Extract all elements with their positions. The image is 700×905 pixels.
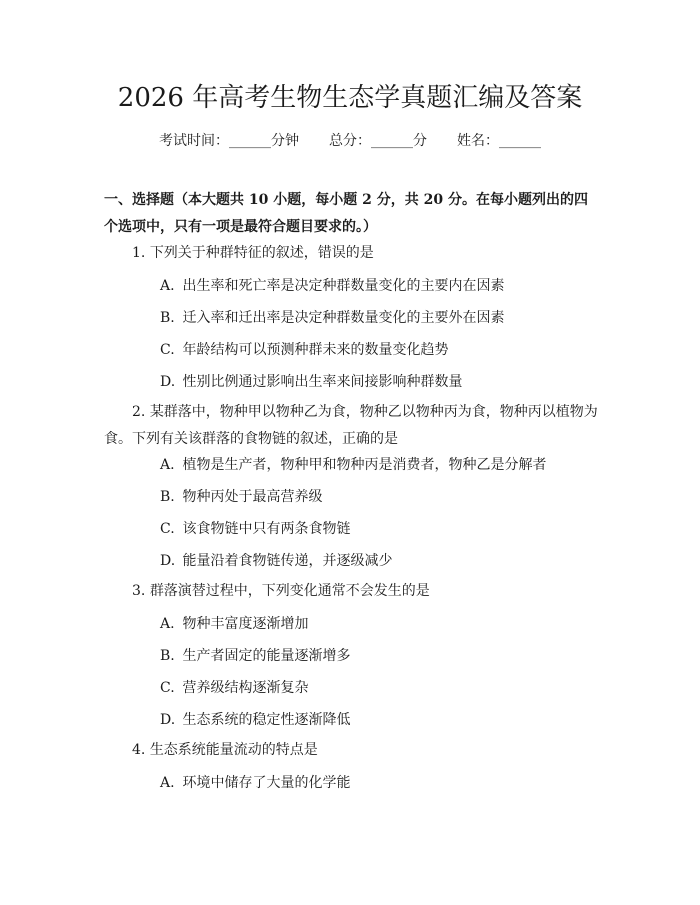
exam-time-field: 考试时间：______分钟 [159,133,299,149]
page-title: 2026 年高考生物生态学真题汇编及答案 [117,83,583,113]
question-2-option-a [160,455,546,475]
question-number: 1. [132,245,146,261]
option-text: 迁入率和迁出率是决定种群数量变化的主要外在因素 [182,310,505,326]
question-3-option-b [160,646,350,666]
question-1-option-d [160,372,462,392]
question-1-option-b [160,308,504,328]
option-text: 性别比例通过影响出生率来间接影响种群数量 [182,374,463,390]
option-letter: A. [160,278,175,294]
option-text: 能量沿着食物链传递，并逐级减少 [182,553,393,569]
option-text: 年龄结构可以预测种群未来的数量变化趋势 [182,342,449,358]
option-letter: A. [160,775,175,791]
question-2 [104,399,600,453]
option-text: 生产者固定的能量逐渐增多 [182,648,351,664]
total-score-field: 总分：______分 [329,133,427,149]
option-letter: A. [160,616,175,632]
option-letter: C. [160,521,175,537]
question-stem: 生态系统能量流动的特点是 [149,742,318,758]
question-4 [104,737,600,764]
question-1 [104,240,600,267]
question-number: 4. [132,742,146,758]
question-number: 3. [132,583,146,599]
question-stem: 群落演替过程中，下列变化通常不会发生的是 [149,583,430,599]
option-text: 环境中储存了大量的化学能 [182,775,351,791]
question-1-option-a [160,276,504,296]
option-text: 物种丰富度逐渐增加 [182,616,309,632]
option-letter: B. [160,310,175,326]
question-2-option-d [160,551,392,571]
option-letter: C. [160,342,175,358]
option-letter: C. [160,680,175,696]
option-text: 植物是生产者，物种甲和物种丙是消费者，物种乙是分解者 [182,457,547,473]
exam-meta [0,131,700,151]
option-letter: B. [160,489,175,505]
question-3-option-c [160,678,308,698]
question-stem: 某群落中，物种甲以物种乙为食，物种乙以物种丙为食，物种丙以植物为食。下列有关该群落的食物链的叙述，正确的是 [104,404,598,447]
question-number: 2. [132,404,146,420]
option-text: 出生率和死亡率是决定种群数量变化的主要内在因素 [182,278,505,294]
question-2-option-c [160,519,350,539]
option-letter: D. [160,374,176,390]
option-text: 生态系统的稳定性逐渐降低 [182,712,351,728]
option-letter: D. [160,712,176,728]
option-letter: A. [160,457,175,473]
question-1-option-c [160,340,448,360]
question-stem: 下列关于种群特征的叙述，错误的是 [149,245,374,261]
question-3-option-a [160,614,308,634]
question-4-option-a [160,773,350,793]
option-text: 该食物链中只有两条食物链 [182,521,351,537]
option-letter: D. [160,553,176,569]
question-2-option-b [160,487,322,507]
option-letter: B. [160,648,175,664]
option-text: 物种丙处于最高营养级 [182,489,323,505]
question-3 [104,578,600,605]
section-heading: 一、选择题（本大题共 10 小题，每小题 2 分，共 20 分。在每小题列出的四个选项中，只有一项是最符合题目要求的。） [104,192,588,235]
option-text: 营养级结构逐渐复杂 [182,680,309,696]
question-3-option-d [160,710,350,730]
student-name-field: 姓名：______ [457,133,541,149]
